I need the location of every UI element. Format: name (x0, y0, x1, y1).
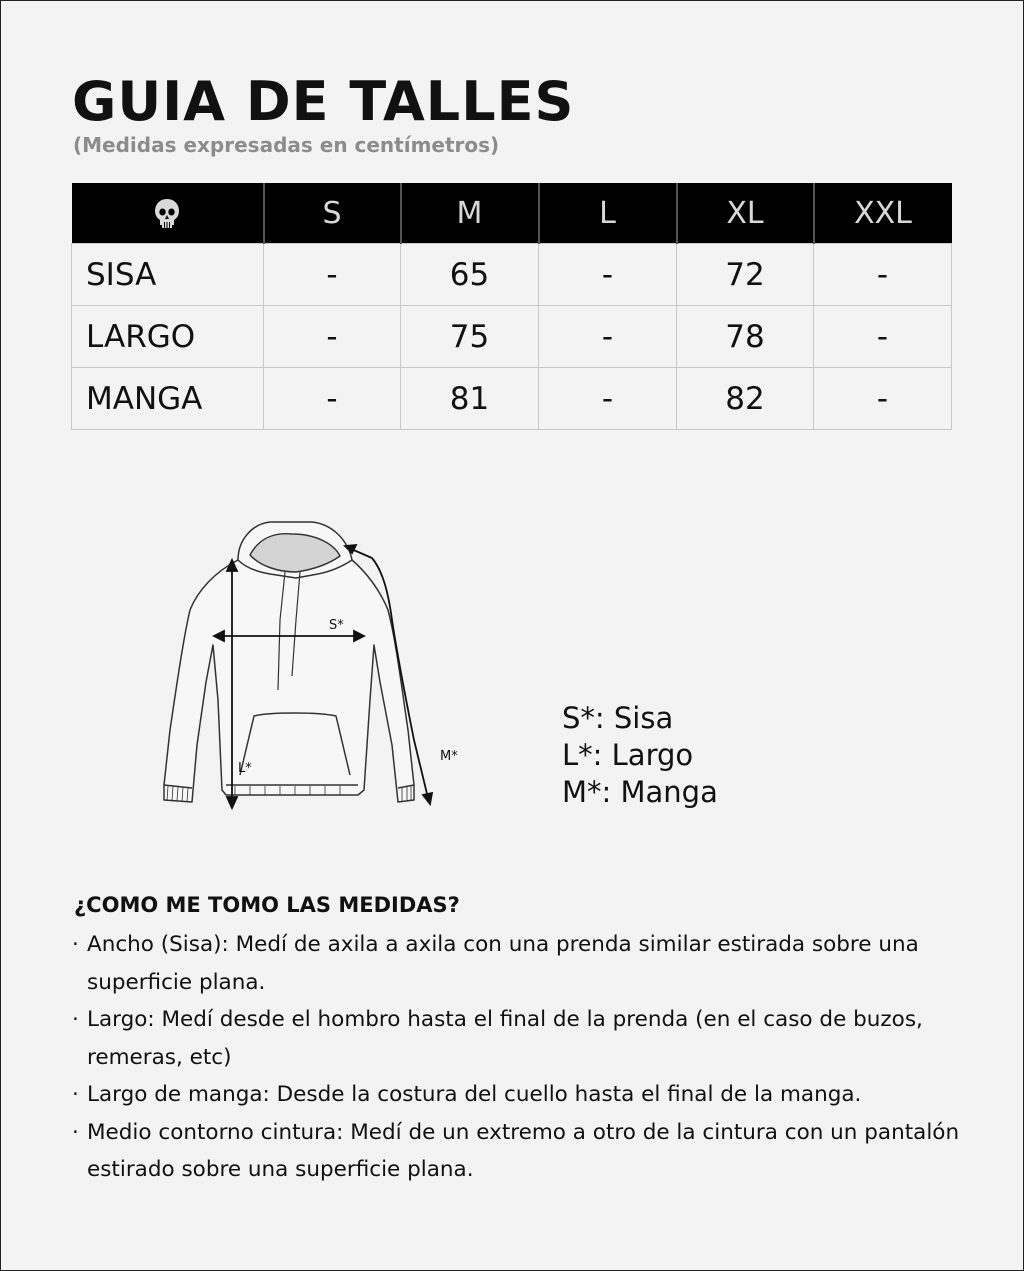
size-table (71, 183, 952, 430)
table-cell: 78 (677, 306, 814, 368)
list-item: · Largo: Medí desde el hombro hasta el final de la prenda (en el caso de buzos, remeras, etc) (72, 1001, 972, 1076)
howto-title: ¿COMO ME TOMO LAS MEDIDAS? (74, 893, 460, 917)
diagram-label-s: S* (329, 618, 344, 633)
table-cell: - (264, 244, 401, 306)
page-subtitle: (Medidas expresadas en centímetros) (73, 133, 500, 157)
row-label-largo: LARGO (72, 306, 264, 368)
diagram-label-m: M* (440, 749, 458, 764)
list-item: · Medio contorno cintura: Medí de un extremo a otro de la cintura con un pantalón estirado sobre una superficie plana. (72, 1114, 972, 1189)
table-cell: - (264, 306, 401, 368)
legend-item-largo: L*: Largo (562, 738, 694, 772)
legend-item-sisa: S*: Sisa (562, 701, 674, 735)
howto-list (72, 926, 972, 1189)
table-cell: - (539, 244, 677, 306)
table-row (72, 368, 952, 430)
row-label-sisa: SISA (72, 244, 264, 306)
table-cell: - (814, 368, 952, 430)
size-col-l: L (539, 183, 677, 244)
table-row (72, 306, 952, 368)
size-header-row (72, 183, 952, 244)
hoodie-diagram (150, 515, 458, 815)
corner-cell (72, 183, 264, 244)
table-cell: 75 (401, 306, 539, 368)
list-item: · Largo de manga: Desde la costura del cuello hasta el final de la manga. (72, 1076, 972, 1114)
table-cell: 72 (677, 244, 814, 306)
table-cell: - (539, 306, 677, 368)
table-cell: 82 (677, 368, 814, 430)
table-cell: 81 (401, 368, 539, 430)
size-col-xl: XL (677, 183, 814, 244)
size-col-m: M (401, 183, 539, 244)
legend-item-manga: M*: Manga (562, 775, 718, 809)
measurement-legend (562, 700, 718, 811)
table-cell: 65 (401, 244, 539, 306)
row-label-manga: MANGA (72, 368, 264, 430)
hoodie-body (164, 560, 414, 802)
size-col-xxl: XXL (814, 183, 952, 244)
table-cell: - (264, 368, 401, 430)
table-cell: - (539, 368, 677, 430)
size-col-s: S (264, 183, 401, 244)
page-title: GUIA DE TALLES (72, 70, 575, 133)
diagram-label-l: L* (238, 761, 252, 776)
skull-icon (154, 198, 180, 230)
list-item: · Ancho (Sisa): Medí de axila a axila con una prenda similar estirada sobre una superficie plana. (72, 926, 972, 1001)
table-cell: - (814, 244, 952, 306)
table-cell: - (814, 306, 952, 368)
table-row (72, 244, 952, 306)
